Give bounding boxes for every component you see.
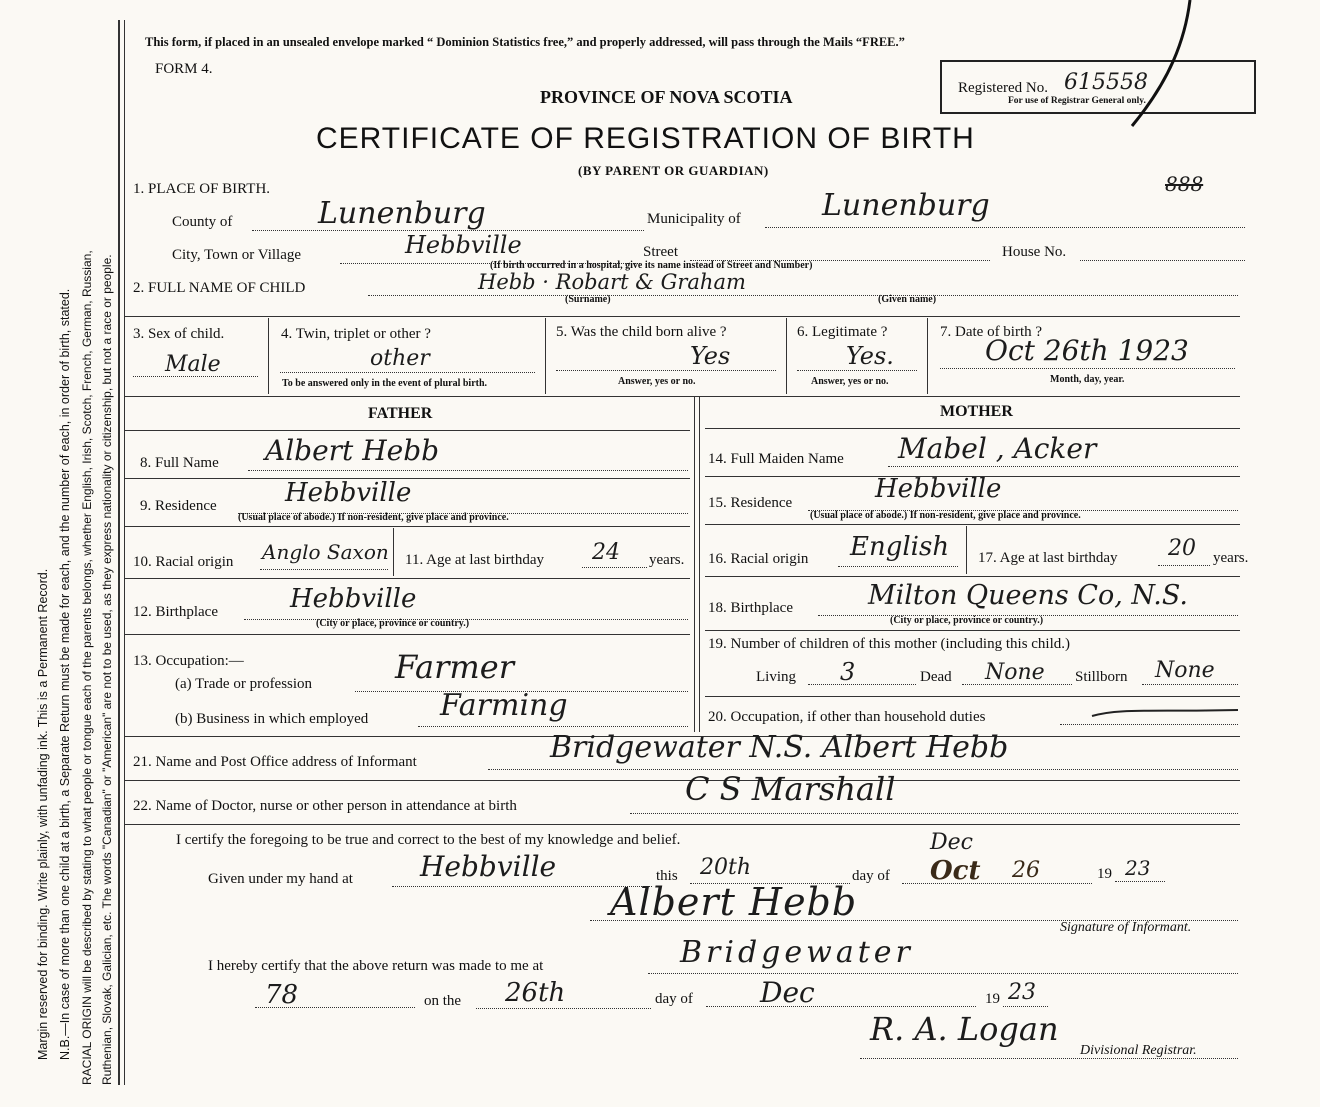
living-value: 3 xyxy=(840,658,856,686)
twin-note: To be answered only in the event of plural birth. xyxy=(282,378,488,389)
return-place-line xyxy=(648,973,1238,974)
province-heading: PROVINCE OF NOVA SCOTIA xyxy=(540,87,793,107)
born-alive-note: Answer, yes or no. xyxy=(618,376,696,387)
house-no-line xyxy=(1080,260,1245,261)
form-number: FORM 4. xyxy=(155,61,213,77)
corner-mark: 888 xyxy=(1165,172,1204,196)
registrar-check-mark xyxy=(1120,0,1200,130)
city-value: Hebbville xyxy=(405,231,522,259)
mother-age-line xyxy=(1158,565,1210,566)
mother-age-value: 20 xyxy=(1168,536,1196,561)
return-certify-label: I hereby certify that the above return was made to me at xyxy=(208,958,544,974)
row-rule xyxy=(125,634,690,635)
return-number-value: 78 xyxy=(265,980,299,1010)
dead-value: None xyxy=(985,660,1045,685)
divider xyxy=(786,318,787,394)
row-rule xyxy=(125,578,690,579)
year-prefix: 19 xyxy=(1097,866,1112,882)
registrar-signature: R. A. Logan xyxy=(870,1010,1059,1048)
informant-signature: Albert Hebb xyxy=(610,880,858,924)
given-under-hand-label: Given under my hand at xyxy=(208,871,353,887)
return-month-value: Dec xyxy=(760,976,815,1009)
registration-box xyxy=(940,60,1256,114)
mother-occupation-dash xyxy=(1090,704,1240,724)
mother-race-label: 16. Racial origin xyxy=(708,551,809,567)
father-race-value: Anglo Saxon xyxy=(262,540,389,564)
trade-value: Farmer xyxy=(395,648,514,686)
father-race-line xyxy=(260,569,388,570)
father-age-value: 24 xyxy=(592,540,620,565)
father-heading-rule xyxy=(125,430,690,431)
business-line xyxy=(418,726,688,727)
street-label: Street xyxy=(643,244,678,260)
dob-line xyxy=(940,368,1235,369)
year-value: 23 xyxy=(1125,856,1151,880)
born-alive-value: Yes xyxy=(690,342,731,370)
return-month-line xyxy=(706,1006,976,1007)
mother-birthplace-note: (City or place, province or country.) xyxy=(890,615,1044,626)
stillborn-value: None xyxy=(1155,658,1215,683)
house-no-label: House No. xyxy=(1002,244,1067,260)
mother-birthplace-value: Milton Queens Co, N.S. xyxy=(868,580,1188,611)
occupation-label: 13. Occupation:— xyxy=(133,653,244,669)
given-name-caption: (Given name) xyxy=(878,294,937,305)
mother-race-line xyxy=(838,566,958,567)
legitimate-line xyxy=(797,370,917,371)
father-residence-label: 9. Residence xyxy=(140,498,217,514)
surname-caption: (Surname) xyxy=(565,294,611,305)
father-residence-note: (Usual place of abode.) If non-resident, give place and province. xyxy=(238,512,509,523)
row-rule xyxy=(125,526,690,527)
child-name-line xyxy=(368,295,1238,296)
on-the-label: on the xyxy=(424,993,462,1009)
binding-border-inner xyxy=(124,20,125,1085)
row-rule xyxy=(125,780,1240,781)
row-rule xyxy=(125,824,1240,825)
divider xyxy=(268,318,269,394)
dob-note: Month, day, year. xyxy=(1050,374,1125,385)
city-label: City, Town or Village xyxy=(172,247,302,263)
doctor-value: C S Marshall xyxy=(685,770,896,808)
mother-name-line xyxy=(888,466,1238,467)
return-day-line xyxy=(476,1008,651,1009)
informant-value: Bridgewater N.S. Albert Hebb xyxy=(550,730,1009,765)
this-value: 20th xyxy=(700,855,752,880)
margin-note-racial-2: Ruthenian, Slovak, Galician, etc. The words "Canadian" or "American" are not to be used, as they express nationality or citizenship, but not a race or people. xyxy=(100,254,114,1085)
living-label: Living xyxy=(756,669,796,685)
row-rule xyxy=(705,524,1240,525)
day-value: 26 xyxy=(1012,858,1040,883)
parents-divider xyxy=(694,397,695,732)
return-day-value: 26th xyxy=(505,978,566,1008)
sex-value: Male xyxy=(165,352,221,377)
municipality-value: Lunenburg xyxy=(822,188,990,223)
business-label: (b) Business in which employed xyxy=(175,711,369,727)
twin-value: other xyxy=(370,346,430,371)
mother-years: years. xyxy=(1213,550,1249,566)
mother-race-value: English xyxy=(850,532,950,562)
county-value: Lunenburg xyxy=(318,196,486,231)
divider xyxy=(966,526,967,574)
return-year-line xyxy=(1003,1006,1048,1007)
binding-border xyxy=(118,20,120,1085)
certify-statement: I certify the foregoing to be true and correct to the best of my knowledge and belief. xyxy=(176,832,681,848)
legitimate-value: Yes. xyxy=(846,342,894,370)
mother-heading-rule xyxy=(705,428,1240,429)
father-years: years. xyxy=(649,552,685,568)
parents-divider xyxy=(699,397,700,732)
dead-label: Dead xyxy=(920,669,952,685)
father-birthplace-note: (City or place, province or country.) xyxy=(316,618,470,629)
certificate-subtitle: (BY PARENT OR GUARDIAN) xyxy=(578,163,769,178)
margin-note-nb: N.B.—In case of more than one child at a birth, a Separate Return must be made for each, and the number of each, in order of birth, stated. xyxy=(58,288,72,1060)
municipality-line xyxy=(765,227,1245,228)
father-birthplace-value: Hebbville xyxy=(290,584,417,614)
divider xyxy=(545,318,546,394)
row-3-7-top-rule xyxy=(125,316,1240,317)
divider xyxy=(927,318,928,394)
mother-occupation-line xyxy=(1060,724,1238,725)
municipality-label: Municipality of xyxy=(647,211,741,227)
month-correction: Dec xyxy=(930,830,973,855)
twin-label: 4. Twin, triplet or other ? xyxy=(281,326,431,342)
place-of-birth-label: 1. PLACE OF BIRTH. xyxy=(133,181,271,197)
mother-age-label: 17. Age at last birthday xyxy=(978,550,1118,566)
return-place-value: Bridgewater xyxy=(680,935,914,970)
father-heading: FATHER xyxy=(368,405,433,422)
child-name-label: 2. FULL NAME OF CHILD xyxy=(133,280,306,296)
divider xyxy=(393,528,394,576)
father-age-label: 11. Age at last birthday xyxy=(405,552,544,568)
stillborn-line xyxy=(1142,684,1238,685)
father-name-label: 8. Full Name xyxy=(140,455,219,471)
father-birthplace-label: 12. Birthplace xyxy=(133,604,218,620)
trade-label: (a) Trade or profession xyxy=(175,676,313,692)
mother-birthplace-label: 18. Birthplace xyxy=(708,600,793,616)
mother-name-value: Mabel , Acker xyxy=(898,432,1097,465)
registrar-caption: Divisional Registrar. xyxy=(1080,1043,1197,1058)
mother-occupation-label: 20. Occupation, if other than household duties xyxy=(708,709,986,725)
father-name-value: Albert Hebb xyxy=(265,434,440,467)
father-race-label: 10. Racial origin xyxy=(133,554,234,570)
month-value: Oct xyxy=(930,856,981,886)
parents-top-rule xyxy=(125,396,1240,397)
postage-notice: This form, if placed in an unsealed envelope marked “ Dominion Statistics free,” and properly addressed, will pass through the Mails “FREE.” xyxy=(145,35,905,49)
dob-value: Oct 26th 1923 xyxy=(985,334,1189,367)
twin-line xyxy=(280,372,535,373)
mother-residence-note: (Usual place of abode.) If non-resident, give place and province. xyxy=(810,510,1081,521)
doctor-label: 22. Name of Doctor, nurse or other person in attendance at birth xyxy=(133,798,517,814)
mother-residence-value: Hebbville xyxy=(875,474,1002,504)
margin-notes xyxy=(0,0,120,1107)
doctor-line xyxy=(630,813,1238,814)
margin-note-binding: Margin reserved for binding. Write plainly, with unfading ink. This is a Permanent Record. xyxy=(36,568,50,1060)
business-value: Farming xyxy=(440,688,568,723)
row-rule xyxy=(705,696,1240,697)
row-rule xyxy=(705,576,1240,577)
registrar-use-note: For use of Registrar General only. xyxy=(1008,96,1146,106)
father-name-line xyxy=(248,470,688,471)
living-line xyxy=(808,684,916,685)
legitimate-label: 6. Legitimate ? xyxy=(797,324,888,340)
given-place-value: Hebbville xyxy=(420,850,557,883)
day-of-label: day of xyxy=(852,868,890,884)
year-line xyxy=(1115,881,1165,882)
row-rule xyxy=(705,630,1240,631)
mother-heading: MOTHER xyxy=(940,403,1013,420)
mother-residence-label: 15. Residence xyxy=(708,495,793,511)
legitimate-note: Answer, yes or no. xyxy=(811,376,889,387)
return-year-value: 23 xyxy=(1008,980,1036,1005)
stillborn-label: Stillborn xyxy=(1075,669,1128,685)
dob-label: 7. Date of birth ? xyxy=(940,324,1043,340)
return-day-of-label: day of xyxy=(655,991,693,1007)
certificate-title: CERTIFICATE OF REGISTRATION OF BIRTH xyxy=(316,122,975,155)
father-residence-value: Hebbville xyxy=(285,478,412,508)
county-label: County of xyxy=(172,214,233,230)
born-alive-line xyxy=(556,370,776,371)
hospital-note: (If birth occurred in a hospital, give its name instead of Street and Number) xyxy=(490,260,813,271)
children-count-label: 19. Number of children of this mother (including this child.) xyxy=(708,636,1071,652)
father-age-line xyxy=(582,567,647,568)
born-alive-label: 5. Was the child born alive ? xyxy=(556,324,727,340)
sex-label: 3. Sex of child. xyxy=(133,326,225,342)
signature-caption: Signature of Informant. xyxy=(1060,920,1192,935)
registered-number: 615558 xyxy=(1064,70,1148,95)
mother-name-label: 14. Full Maiden Name xyxy=(708,451,844,467)
registered-label: Registered No. xyxy=(958,80,1048,96)
informant-label: 21. Name and Post Office address of Informant xyxy=(133,754,417,770)
child-name-value: Hebb · Robart & Graham xyxy=(478,270,746,294)
this-label: this xyxy=(656,868,678,884)
margin-note-racial-1: RACIAL ORIGIN will be described by stating to what people or tongue each of the parents belongs, whether English, Irish, Scotch, French, German, Russian, xyxy=(80,250,94,1085)
return-year-prefix: 19 xyxy=(985,991,1000,1007)
